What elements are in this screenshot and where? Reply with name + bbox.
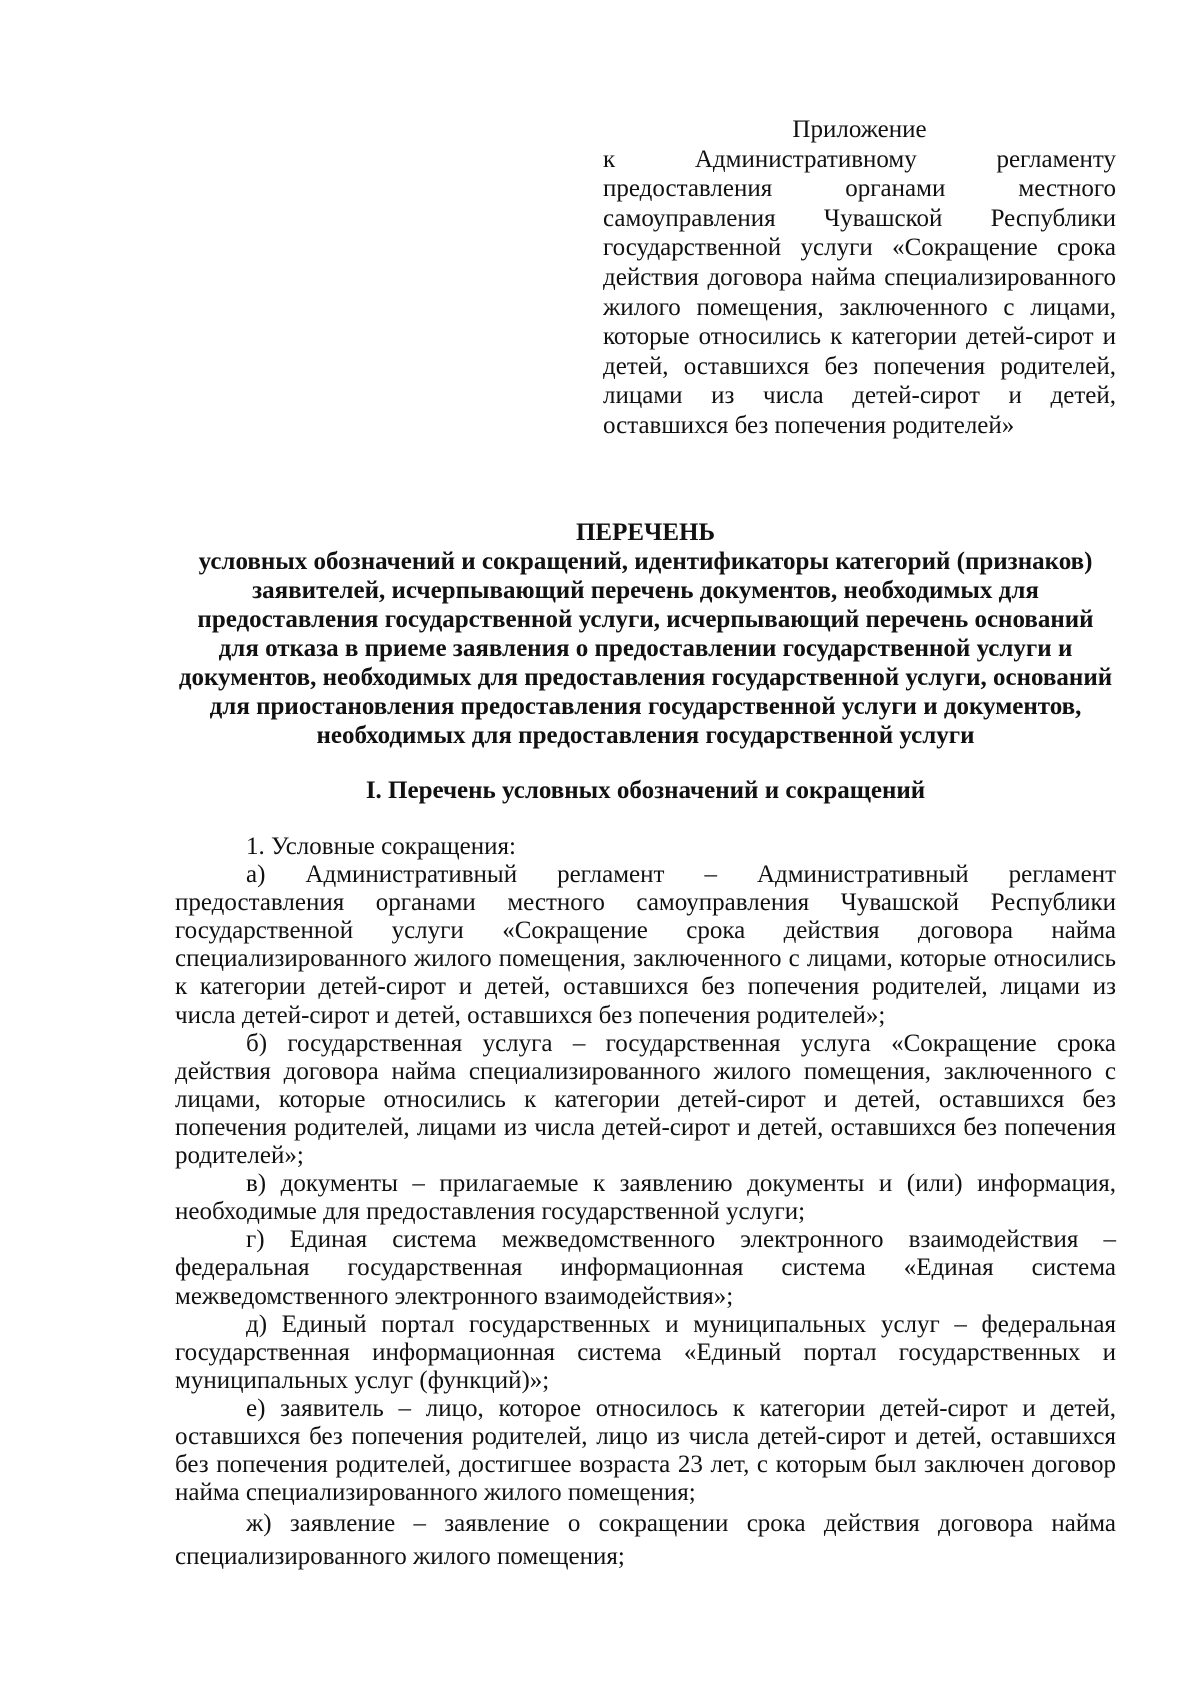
document-title: ПЕРЕЧЕНЬ <box>575 519 716 546</box>
paragraph-conventions-intro: 1. Условные сокращения: <box>246 833 516 860</box>
document-body <box>175 518 1116 1573</box>
section-heading: I. Перечень условных обозначений и сокращений <box>365 777 926 804</box>
appendix-title: Приложение <box>792 116 927 143</box>
paragraph-item-v: в) документы – прилагаемые к заявлению документы и (или) информация, необходимые для предоставления государственной услуги; <box>175 1170 1116 1226</box>
paragraph-item-zh: ж) заявление – заявление о сокращении срока действия договора найма специализированного жилого помещения; <box>175 1510 1116 1571</box>
paragraph-item-d: д) Единый портал государственных и муниципальных услуг – федеральная государственная информационная система «Единый портал государственных и муниципальных услуг (функций)»; <box>175 1310 1116 1394</box>
paragraph-item-a: а) Административный регламент – Административный регламент предоставления органами местного самоуправления Чувашской Республики государственной услуги «Сокращение срока действия договора найма специализированного жилого помещения, заключенного с лицами, которые относились к категории детей-сирот и детей, оставшихся без попечения родителей, лицами из числа детей-сирот и детей, оставшихся без попечения родителей»; <box>175 861 1116 1029</box>
appendix-header <box>603 115 1116 441</box>
paragraph-item-b: б) государственная услуга – государственная услуга «Сокращение срока действия договора найма специализированного жилого помещения, заключенного с лицами, которые относились к категории детей-сирот и детей, оставшихся без попечения родителей, лицами из числа детей-сирот и детей, оставшихся без попечения родителей»; <box>175 1029 1116 1170</box>
document-subtitle: условных обозначений и сокращений, идентификаторы категорий (признаков) заявителей, исчерпывающий перечень документов, необходимых для предоставления государственной услуги, исчерпывающий перечень оснований для отказа в приеме заявления о предоставлении государственной услуги и документов, необходимых для предоставления государственной услуги, оснований для приостановления предоставления государственной услуги и документов, необходимых для предоставления государственной услуги <box>178 548 1113 749</box>
paragraph-item-g: г) Единая система межведомственного электронного взаимодействия – федеральная государственная информационная система «Единая система межведомственного электронного взаимодействия»; <box>175 1226 1116 1310</box>
appendix-text: к Административному регламенту предоставления органами местного самоуправления Чувашской Республики государственной услуги «Сокращение срока действия договора найма специализированного жилого помещения, заключенного с лицами, которые относились к категории детей-сирот и детей, оставшихся без попечения родителей, лицами из числа детей-сирот и детей, оставшихся без попечения родителей» <box>603 145 1116 439</box>
paragraph-item-e: е) заявитель – лицо, которое относилось к категории детей-сирот и детей, оставшихся без попечения родителей, лицо из числа детей-сирот и детей, оставшихся без попечения родителей, достигшее возраста 23 лет, с которым был заключен договор найма специализированного жилого помещения; <box>175 1394 1116 1507</box>
